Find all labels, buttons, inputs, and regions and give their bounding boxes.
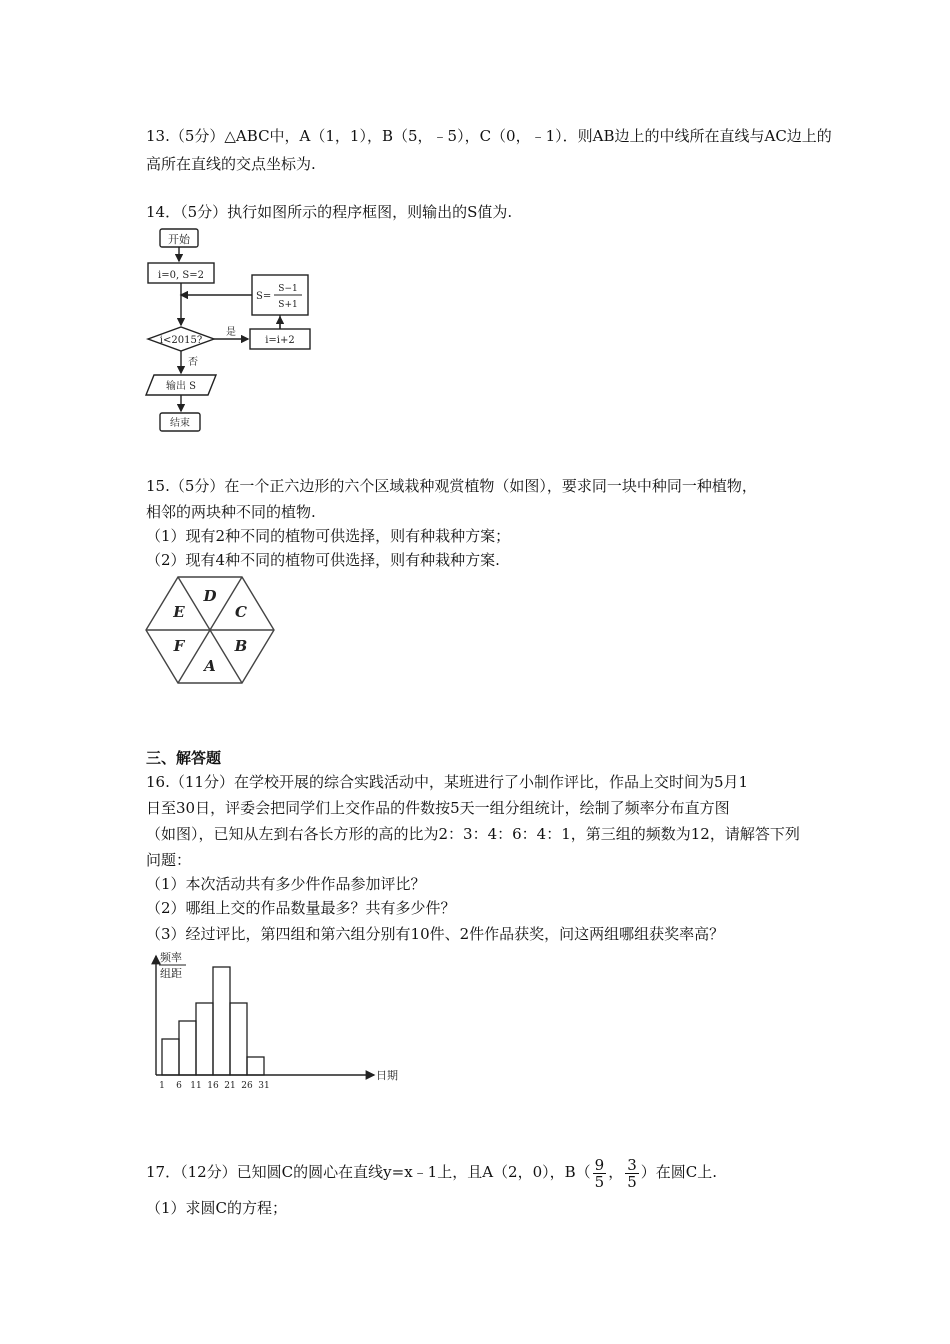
x-tick-label: 6 (176, 1081, 182, 1091)
flow-condition-label: i<2015? (159, 335, 203, 346)
x-tick-label: 1 (159, 1081, 165, 1091)
hex-label-a: A (204, 657, 216, 675)
histogram-bar (162, 1039, 179, 1075)
histogram-bar (247, 1057, 264, 1075)
flow-increment-label: i=i+2 (265, 335, 295, 346)
flow-end-label: 结束 (170, 418, 190, 429)
q16-line1: 16.（11分）在学校开展的综合实践活动中，某班进行了小制作评比，作品上交时间为5月1 (146, 773, 749, 791)
q16-line2: 日至30日，评委会把同学们上交作品的件数按5天一组分组统计，绘制了频率分布直方图 (146, 799, 730, 817)
histogram-bar (213, 967, 230, 1075)
q17-pre: 17．（12分）已知圆C的圆心在直线y=x﹣1上，且A（2，0），B（ (146, 1163, 591, 1181)
histogram-bar (230, 1003, 247, 1075)
histogram-bar (196, 1003, 213, 1075)
frequency-histogram (140, 948, 410, 1098)
q15-sub2: （2）现有4种不同的植物可供选择，则有种栽种方案. (146, 551, 500, 569)
q17-frac-9-5 (593, 1157, 607, 1190)
flow-output-label: 输出 S (165, 381, 197, 392)
y-label-top: 频率 (160, 951, 182, 964)
q14-text: 14．（5分）执行如图所示的程序框图，则输出的S值为. (146, 203, 513, 221)
flow-yes-label: 是 (226, 327, 236, 338)
q16-sub1: （1）本次活动共有多少件作品参加评比？ (146, 875, 426, 893)
q15-sub1: （1）现有2种不同的植物可供选择，则有种栽种方案； (146, 527, 511, 545)
hex-label-c: C (235, 603, 247, 621)
q16-sub2: （2）哪组上交的作品数量最多？共有多少件？ (146, 899, 456, 917)
y-label-bottom: 组距 (160, 967, 182, 980)
section-heading: 三、解答题 (146, 749, 222, 767)
histogram-bar (179, 1021, 196, 1075)
hexagon-figure (143, 574, 277, 688)
q17-frac-3-5 (625, 1157, 639, 1190)
hex-label-d: D (203, 587, 217, 605)
flow-update-s-lhs: S= (256, 291, 272, 302)
q13-line1: 13.（5分）△ABC中，A（1，1），B（5，﹣5），C（0，﹣1）．则AB边上的中线所在直线与AC边上的 (146, 127, 832, 145)
q17-line1 (146, 1154, 717, 1190)
hex-label-e: E (173, 603, 185, 621)
program-flowchart (140, 225, 330, 440)
flow-start-label: 开始 (168, 233, 190, 246)
hex-label-b: B (234, 637, 248, 655)
q17-frac1-num: 9 (594, 1155, 605, 1174)
q13-line2: 高所在直线的交点坐标为. (146, 155, 316, 173)
hex-label-f: F (173, 637, 185, 655)
flow-update-s-num: S−1 (278, 284, 298, 294)
x-tick-label: 31 (258, 1081, 270, 1091)
q16-sub3: （3）经过评比，第四组和第六组分别有10件、2件作品获奖，问这两组哪组获奖率高？ (146, 925, 725, 943)
q17-frac2-num: 3 (627, 1155, 637, 1174)
flow-init-label: i=0, S=2 (158, 270, 204, 281)
x-axis-label: 日期 (376, 1069, 398, 1082)
q17-frac2-den: 5 (627, 1172, 637, 1191)
q15-line2: 相邻的两块种不同的植物. (146, 503, 316, 521)
q17-post: ）在圆C上. (640, 1163, 718, 1181)
q17-frac1-den: 5 (594, 1172, 605, 1191)
q17-sub1: （1）求圆C的方程； (146, 1199, 288, 1217)
x-tick-label: 16 (207, 1081, 219, 1091)
x-tick-label: 21 (224, 1081, 236, 1091)
q16-line3: （如图），已知从左到右各长方形的高的比为2：3：4：6：4：1，第三组的频数为12，请解答下列 (146, 825, 800, 843)
x-tick-label: 11 (190, 1081, 202, 1091)
q17-comma: ， (608, 1163, 624, 1181)
x-tick-label: 26 (241, 1081, 253, 1091)
flow-no-label: 否 (188, 357, 198, 368)
q15-line1: 15.（5分）在一个正六边形的六个区域栽种观赏植物（如图），要求同一块中种同一种植物， (146, 477, 757, 495)
flow-update-s-den: S+1 (278, 300, 298, 310)
q16-line4: 问题： (146, 851, 192, 869)
